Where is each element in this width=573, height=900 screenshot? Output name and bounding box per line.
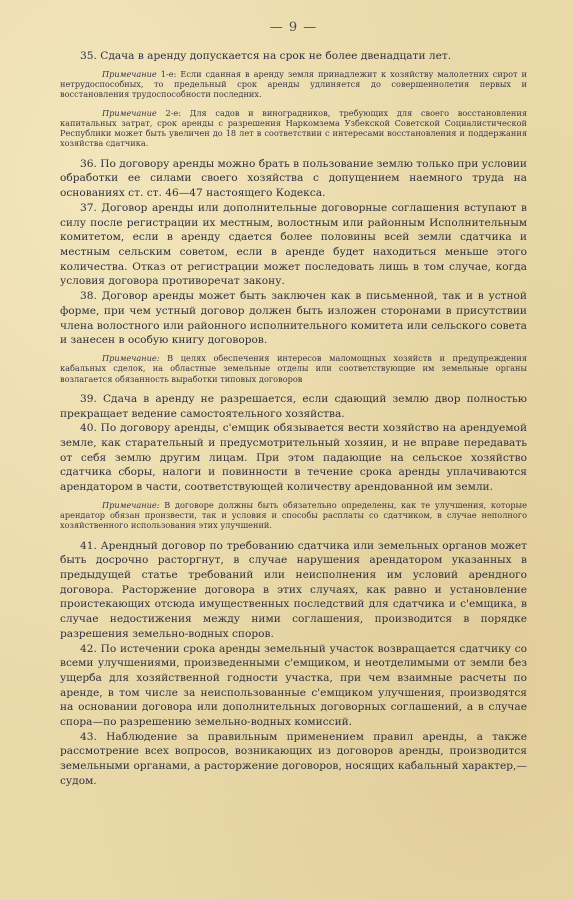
remark-text: 1-е: Если сданная в аренду земля принадлежит к хозяйству малолетних сирот и нетрудоспособных, то предельный срок аренды удлиняется до совершеннолетия первых и восстановления трудоспособности последних. [60, 68, 527, 100]
document-body [60, 49, 527, 789]
article-paragraph: 39. Сдача в аренду не разрешается, если сдающий землю двор полностью прекращает ведение самостоятельного хозяйства. [60, 392, 527, 420]
remark-label: Примечание [102, 68, 157, 79]
footnote-remark [60, 69, 527, 100]
article-paragraph: 38. Договор аренды может быть заключен как в письменной, так и в устной форме, при чем устный договор должен быть изложен сторонами в присутствии члена волостного или районного исполнительного комитета или сельского совета и занесен в особую книгу договоров. [60, 290, 527, 347]
footnote-remark [60, 500, 527, 531]
article-paragraph: 40. По договору аренды, с'емщик обязывается вести хозяйство на арендуемой земле, как старательный и предусмотрительный хозяин, и не вправе передавать от себя землю другим лицам. При этом падающие на сельское хозяйство сдатчика сборы, налоги и повинности в течение срока аренды уплачиваются арендатором в части, соответствующей количеству арендованной им земли. [60, 422, 527, 494]
article-paragraph: 37. Договор аренды или дополнительные договорные соглашения вступают в силу после регистрации их местным, волостным или районным Исполнительным комитетом, если в аренду сдается более половины всей земли сдатчика и местным сельским советом, если в аренде будет находиться меньше этого количества. Отказ от регистрации может последовать лишь в том случае, когда условия договора противоречат закону. [60, 201, 527, 288]
footnote-remark [60, 353, 527, 384]
remark-text: В договоре должны быть обязательно определены, как те улучшения, которые арендатор обязан произвести, так и условия и способы расплаты со сдатчиком, в случае неполного хозяйственного использования этих улучшений. [60, 499, 527, 531]
page-number: — 9 — [269, 20, 318, 35]
remark-label: Примечание: [102, 352, 160, 363]
article-paragraph: 42. По истечении срока аренды земельный участок возвращается сдатчику со всеми улучшениями, произведенными с'емщиком, и неотделимыми от земли без ущерба для хозяйственной годности участка, при чем взаимные расчеты по аренде, в том числе за неиспользованные с'емщиком улучшения, производятся на основании договора или дополнительных договорных соглашений, а в случае спора—по разрешению земельно-водных комиссий. [60, 642, 527, 729]
remark-label: Примечание: [102, 499, 160, 510]
remark-text: 2-е: Для садов и виноградников, требующих для своего восстановления капитальных затрат, срок аренды с разрешения Наркомзема Узбекской Советской Социалистической Республики может быть увеличен до 18 лет в соответствии с интересами восстановления и поддержания хозяйства сдатчика. [60, 107, 527, 149]
article-paragraph: 36. По договору аренды можно брать в пользование землю только при условии обработки ее силами своего хозяйства с допущением наемного труда на основаниях ст. ст. 46—47 настоящего Кодекса. [60, 157, 527, 200]
article-paragraph: 35. Сдача в аренду допускается на срок не более двенадцати лет. [80, 50, 452, 62]
footnote-remark [60, 108, 527, 149]
article-paragraph: 41. Арендный договор по требованию сдатчика или земельных органов может быть досрочно расторгнут, в случае нарушения арендатором указанных в предыдущей статье требований или неисполнения им условий арендного договора. Расторжение договора в этих случаях, как равно и установление проистекающих отсюда имущественных последствий для сдатчика и с'емщика, в случае недостижения между ними соглашения, производится в порядке разрешения земельно-водных споров. [60, 539, 527, 640]
article-paragraph: 43. Наблюдение за правильным применением правил аренды, а также рассмотрение всех вопросов, возникающих из договоров аренды, производится земельными органами, а расторжение договоров, носящих кабальный характер,—судом. [60, 730, 527, 787]
remark-text: В целях обеспечения интересов маломощных хозяйств и предупреждения кабальных сделок, на областные земельные отделы или соответствующие им земельные органы возлагается обязанность выработки типовых договоров [60, 352, 527, 384]
remark-label: Примечание [102, 107, 157, 118]
